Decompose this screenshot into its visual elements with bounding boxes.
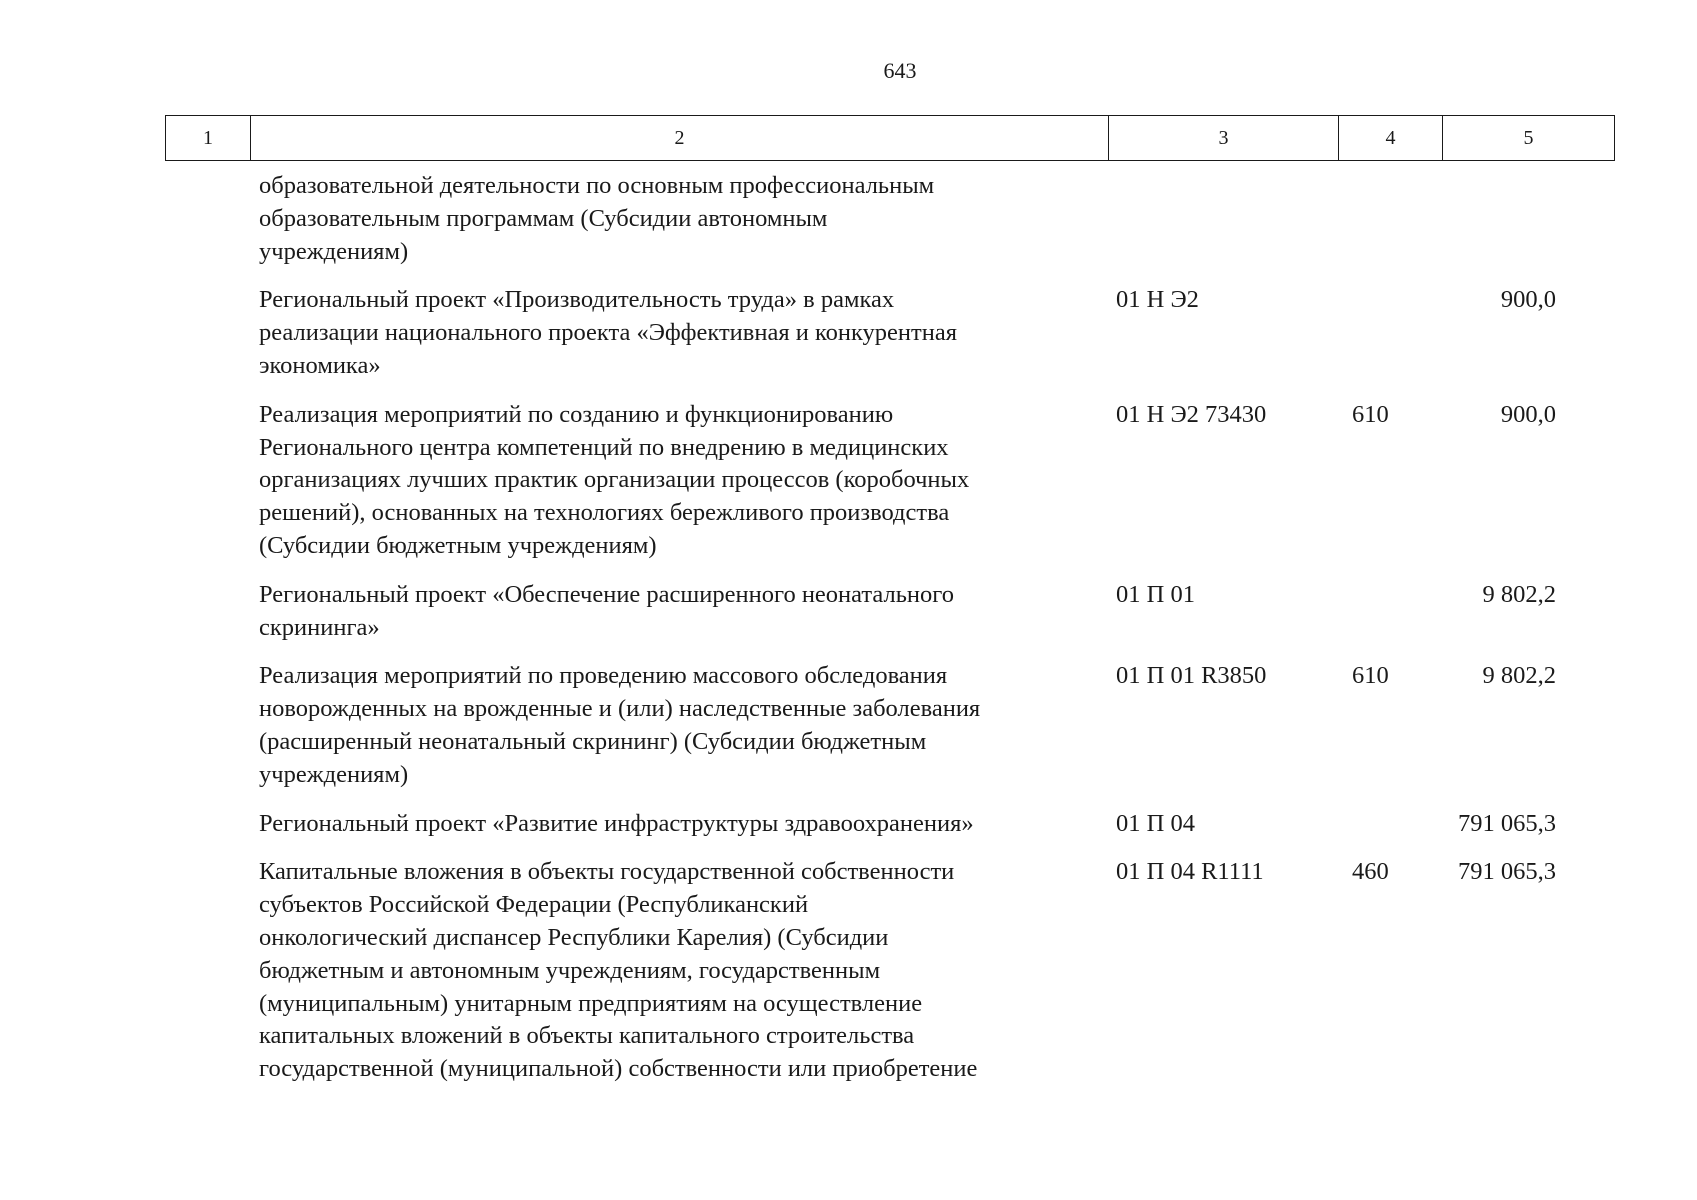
header-col-3: 3 [1109, 116, 1339, 160]
description-line: реализации национального проекта «Эффективная и конкурентная [259, 319, 957, 347]
row-description [259, 808, 1114, 841]
header-col-2: 2 [251, 116, 1109, 160]
description-line: учреждениям) [259, 237, 409, 265]
row-expense-type [1352, 170, 1422, 268]
table-row [0, 399, 1697, 563]
description-line: государственной (муниципальной) собственности или приобретение [259, 1055, 978, 1083]
row-amount: 9 802,2 [1482, 580, 1556, 608]
header-col-5: 5 [1523, 126, 1534, 149]
description-line: скрининга» [259, 613, 380, 641]
row-description [259, 579, 1114, 645]
description-line: экономика» [259, 351, 381, 379]
row-code: 01 Н Э2 73430 [1116, 400, 1267, 428]
page-number: 643 [883, 58, 917, 83]
row-amount: 9 802,2 [1482, 662, 1556, 690]
row-expense-type: 460 [1352, 858, 1389, 886]
description-line: бюджетным и автономным учреждениям, государственным [259, 956, 881, 984]
table-header [165, 115, 1615, 161]
row-expense-type: 610 [1352, 400, 1389, 428]
table-row [0, 660, 1697, 791]
table-body [0, 170, 1697, 1102]
header-col-1: 1 [166, 116, 251, 160]
description-line: субъектов Российской Федерации (Республиканский [259, 891, 809, 919]
description-line: (Субсидии бюджетным учреждениям) [259, 531, 657, 559]
description-line: Региональный проект «Развитие инфраструктуры здравоохранения» [259, 809, 974, 837]
row-code: 01 П 04 R1111 [1116, 858, 1264, 886]
row-description [259, 399, 1114, 563]
table-row [0, 808, 1697, 841]
row-expense-type [1352, 808, 1422, 841]
description-line: капитальных вложений в объекты капитального строительства [259, 1022, 915, 1050]
row-code: 01 П 01 [1116, 580, 1195, 608]
row-description [259, 856, 1114, 1086]
row-amount: 900,0 [1500, 286, 1556, 314]
row-expense-type [1352, 284, 1422, 382]
header-col-4: 4 [1339, 116, 1443, 160]
row-expense-type: 610 [1352, 662, 1389, 690]
description-line: Капитальные вложения в объекты государственной собственности [259, 858, 955, 886]
table-row [0, 856, 1697, 1086]
description-line: образовательным программам (Субсидии автономным [259, 204, 828, 232]
row-description [259, 170, 1114, 268]
row-description [259, 660, 1114, 791]
row-code: 01 П 01 R3850 [1116, 662, 1267, 690]
description-line: новорожденных на врожденные и (или) наследственные заболевания [259, 695, 981, 723]
description-line: онкологический диспансер Республики Карелия) (Субсидии [259, 923, 889, 951]
row-amount: 791 065,3 [1458, 809, 1556, 837]
description-line: (муниципальным) унитарным предприятиям на осуществление [259, 989, 923, 1017]
row-amount: 791 065,3 [1458, 858, 1556, 886]
table-row [0, 170, 1697, 268]
description-line: Регионального центра компетенций по внедрению в медицинских [259, 433, 949, 461]
row-code: 01 Н Э2 [1116, 286, 1199, 314]
description-line: (расширенный неонатальный скрининг) (Субсидии бюджетным [259, 727, 927, 755]
table-row [0, 284, 1697, 382]
description-line: Реализация мероприятий по проведению массового обследования [259, 662, 948, 690]
description-line: Региональный проект «Обеспечение расширенного неонатального [259, 580, 954, 608]
description-line: решений), основанных на технологиях бережливого производства [259, 499, 950, 527]
row-code [1114, 170, 1352, 268]
row-amount [1422, 170, 1556, 268]
description-line: Региональный проект «Производительность труда» в рамках [259, 286, 895, 314]
description-line: Реализация мероприятий по созданию и функционированию [259, 400, 894, 428]
table-row [0, 579, 1697, 645]
row-description [259, 284, 1114, 382]
row-code: 01 П 04 [1116, 809, 1195, 837]
row-amount: 900,0 [1500, 400, 1556, 428]
row-expense-type [1352, 579, 1422, 645]
description-line: образовательной деятельности по основным профессиональным [259, 172, 935, 199]
description-line: учреждениям) [259, 760, 409, 788]
description-line: организациях лучших практик организации процессов (коробочных [259, 466, 970, 494]
